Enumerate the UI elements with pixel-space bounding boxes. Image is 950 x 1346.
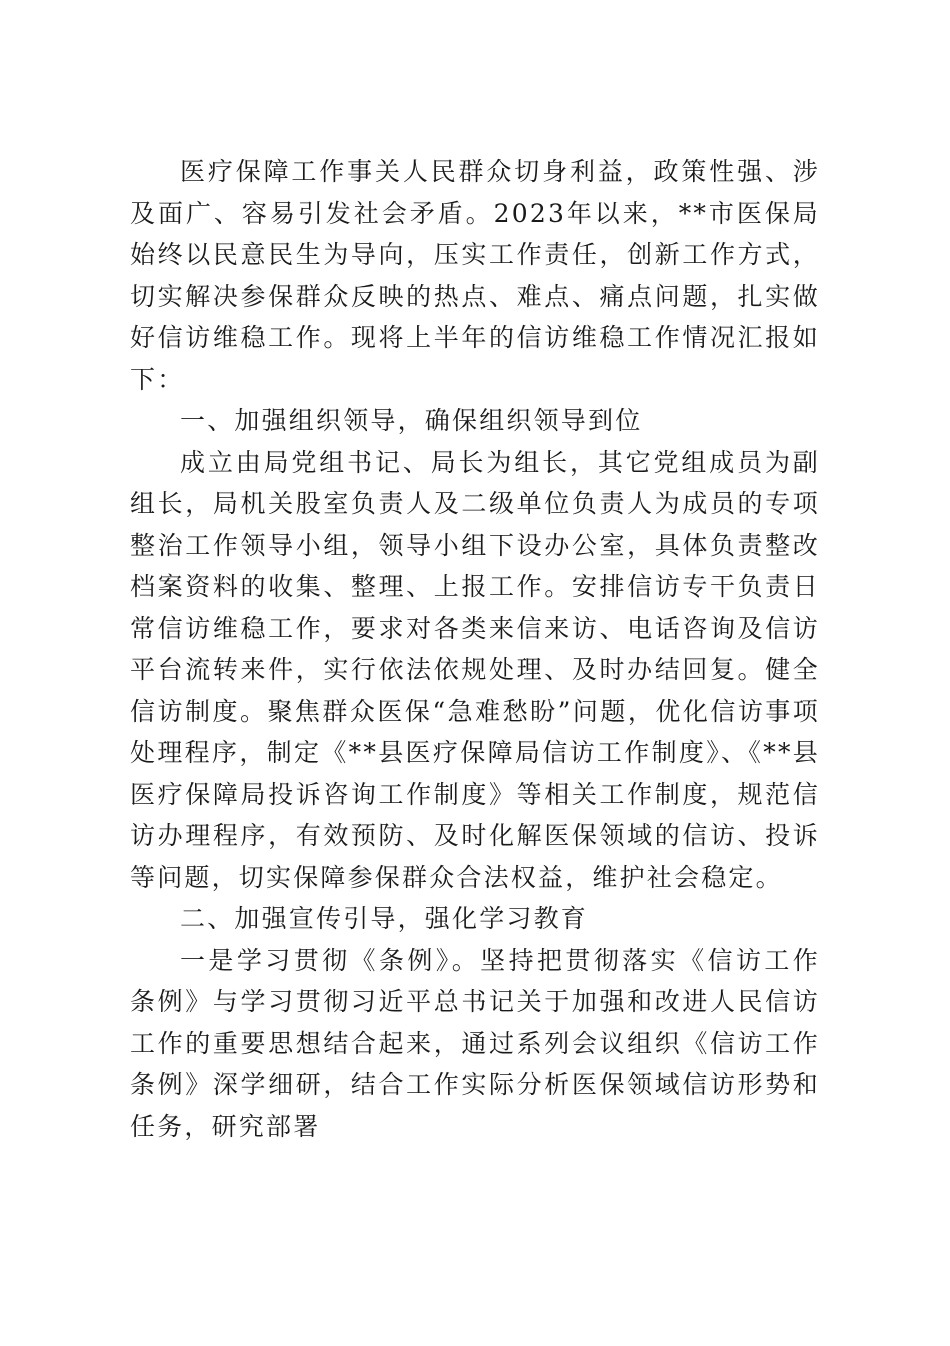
section-2-paragraph: 一是学习贯彻《条例》。坚持把贯彻落实《信访工作条例》与学习贯彻习近平总书记关于加强和改进人民信访工作的重要思想结合起来，通过系列会议组织《信访工作条例》深学细研，结合工作实际分析医保领域信访形势和任务，研究部署 — [130, 945, 820, 1141]
document-body — [130, 151, 820, 1147]
intro-paragraph: 医疗保障工作事关人民群众切身利益，政策性强、涉及面广、容易引发社会矛盾。2023年以来，**市医保局始终以民意民生为导向，压实工作责任，创新工作方式，切实解决参保群众反映的热点、难点、痛点问题，扎实做好信访维稳工作。现将上半年的信访维稳工作情况汇报如下： — [130, 157, 820, 394]
section-heading-2: 二、加强宣传引导，强化学习教育 — [180, 904, 589, 933]
section-heading-1: 一、加强组织领导，确保组织领导到位 — [180, 406, 643, 435]
section-1-paragraph: 成立由局党组书记、局长为组长，其它党组成员为副组长，局机关股室负责人及二级单位负责人为成员的专项整治工作领导小组，领导小组下设办公室，具体负责整改档案资料的收集、整理、上报工作。安排信访专干负责日常信访维稳工作，要求对各类来信来访、电话咨询及信访平台流转来件，实行依法依规处理、及时办结回复。健全信访制度。聚焦群众医保“急难愁盼”问题，优化信访事项处理程序，制定《**县医疗保障局信访工作制度》、《**县医疗保障局投诉咨询工作制度》等相关工作制度，规范信访办理程序，有效预防、及时化解医保领域的信访、投诉等问题，切实保障参保群众合法权益，维护社会稳定。 — [130, 447, 820, 892]
